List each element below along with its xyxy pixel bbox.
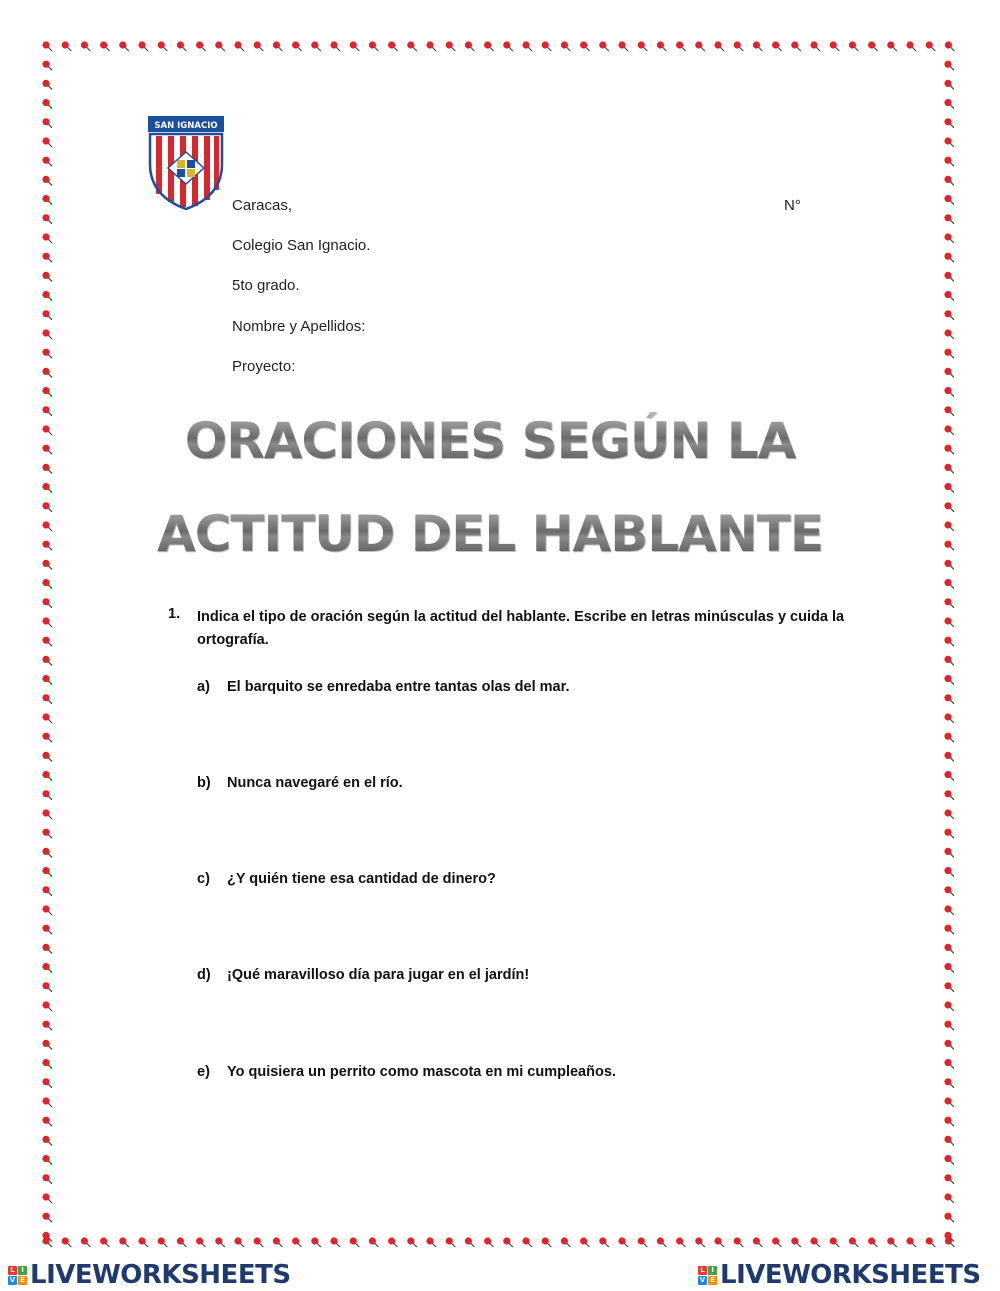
header-grade: 5to grado.: [232, 277, 300, 294]
border-pin: [42, 829, 52, 839]
border-pin: [42, 1213, 52, 1223]
border-pin: [100, 1237, 110, 1247]
border-pin: [62, 1237, 72, 1247]
border-pin: [944, 925, 954, 935]
border-pin: [234, 41, 244, 51]
border-pin: [138, 41, 148, 51]
border-pin: [695, 1237, 705, 1247]
border-pin: [42, 157, 52, 167]
border-pin: [42, 118, 52, 128]
border-pin: [292, 41, 302, 51]
border-pin: [676, 1237, 686, 1247]
border-pin: [503, 41, 513, 51]
border-pin: [657, 1237, 667, 1247]
border-pin: [944, 771, 954, 781]
border-pin: [42, 1059, 52, 1069]
border-pin: [42, 944, 52, 954]
border-pin: [868, 41, 878, 51]
item-sentence: Yo quisiera un perrito como mascota en mi cumpleaños.: [227, 1064, 616, 1080]
border-pin: [714, 41, 724, 51]
border-pin: [944, 1059, 954, 1069]
border-pin: [944, 694, 954, 704]
border-pin: [215, 1237, 225, 1247]
border-pin: [944, 157, 954, 167]
item-letter: c): [197, 871, 210, 887]
border-pin: [42, 1040, 52, 1050]
border-pin: [944, 80, 954, 90]
border-pin: [484, 1237, 494, 1247]
border-pin: [944, 1097, 954, 1107]
border-pin: [42, 733, 52, 743]
border-pin: [42, 272, 52, 282]
border-pin: [944, 905, 954, 915]
border-pin: [465, 1237, 475, 1247]
border-pin: [407, 41, 417, 51]
border-pin: [944, 176, 954, 186]
border-pin: [42, 1117, 52, 1127]
item-sentence: Nunca navegaré en el río.: [227, 775, 403, 791]
border-pin: [849, 41, 859, 51]
border-pin: [945, 1237, 955, 1247]
border-pin: [618, 41, 628, 51]
border-pin: [81, 41, 91, 51]
border-pin: [292, 1237, 302, 1247]
border-pin: [42, 1174, 52, 1184]
border-pin: [138, 1237, 148, 1247]
border-pin: [810, 1237, 820, 1247]
border-pin: [944, 675, 954, 685]
border-pin: [42, 790, 52, 800]
liveworksheets-logo-right: [698, 1260, 981, 1290]
border-pin: [944, 579, 954, 589]
border-pin: [350, 41, 360, 51]
border-pin: [62, 41, 72, 51]
worksheet-title-line-2: ACTITUD DEL HABLANTE: [0, 505, 980, 563]
border-pin: [945, 41, 955, 51]
border-pin: [944, 310, 954, 320]
border-pin: [234, 1237, 244, 1247]
border-pin: [944, 886, 954, 896]
item-sentence: ¡Qué maravilloso día para jugar en el jardín!: [227, 967, 530, 983]
border-pin: [734, 41, 744, 51]
border-pin: [42, 809, 52, 819]
border-pin: [42, 771, 52, 781]
border-pin: [42, 310, 52, 320]
border-pin: [42, 99, 52, 109]
border-pin: [446, 41, 456, 51]
border-pin: [944, 867, 954, 877]
border-pin: [944, 1213, 954, 1223]
liveworksheets-wordmark: LIVEWORKSHEETS: [720, 1260, 981, 1290]
border-pin: [42, 368, 52, 378]
border-pin: [42, 1136, 52, 1146]
border-pin: [369, 1237, 379, 1247]
border-pin: [599, 41, 609, 51]
border-pin: [944, 349, 954, 359]
border-pin: [158, 41, 168, 51]
border-pin: [868, 1237, 878, 1247]
border-pin: [561, 1237, 571, 1247]
border-pin: [599, 1237, 609, 1247]
border-pin: [407, 1237, 417, 1247]
header-project-label: Proyecto:: [232, 358, 296, 375]
border-pin: [944, 291, 954, 301]
border-pin: [944, 233, 954, 243]
border-pin: [944, 272, 954, 282]
header-school: Colegio San Ignacio.: [232, 237, 371, 254]
border-pin: [810, 41, 820, 51]
liveworksheets-bricks-icon: L I V E: [8, 1266, 27, 1285]
border-pin: [944, 637, 954, 647]
border-pin: [830, 41, 840, 51]
item-letter: e): [197, 1064, 210, 1080]
item-sentence: El barquito se enredaba entre tantas olas del mar.: [227, 679, 570, 695]
border-pin: [887, 41, 897, 51]
border-pin: [944, 195, 954, 205]
border-pin: [944, 118, 954, 128]
border-pin: [944, 61, 954, 71]
border-pin: [522, 41, 532, 51]
header-number-label: N°: [784, 197, 801, 214]
border-pin: [561, 41, 571, 51]
border-pin: [42, 1078, 52, 1088]
border-pin: [542, 1237, 552, 1247]
item-letter: b): [197, 775, 211, 791]
border-pin: [388, 1237, 398, 1247]
border-pin: [944, 1136, 954, 1146]
border-pin: [503, 1237, 513, 1247]
border-pin: [81, 1237, 91, 1247]
border-pin: [330, 41, 340, 51]
header-name-label: Nombre y Apellidos:: [232, 318, 366, 335]
sentence-item-c: [197, 871, 496, 887]
item-sentence: ¿Y quién tiene esa cantidad de dinero?: [227, 871, 496, 887]
sentence-item-d: [197, 967, 529, 983]
border-pin: [887, 1237, 897, 1247]
border-pin: [42, 752, 52, 762]
item-letter: a): [197, 679, 210, 695]
border-pin: [944, 214, 954, 224]
border-pin: [254, 1237, 264, 1247]
border-pin: [944, 848, 954, 858]
border-pin: [254, 41, 264, 51]
border-pin: [944, 1040, 954, 1050]
border-pin: [42, 349, 52, 359]
header-city-date: Caracas,: [232, 197, 293, 214]
border-pin: [944, 829, 954, 839]
border-pin: [42, 253, 52, 263]
border-pin: [657, 41, 667, 51]
border-pin: [177, 1237, 187, 1247]
border-pin: [196, 1237, 206, 1247]
border-pin: [944, 1232, 954, 1242]
border-pin: [944, 598, 954, 608]
border-pin: [944, 1001, 954, 1011]
border-pin: [944, 1155, 954, 1165]
border-pin: [369, 41, 379, 51]
liveworksheets-logo-left: [8, 1260, 291, 1290]
border-pin: [42, 195, 52, 205]
border-pin: [484, 41, 494, 51]
border-pin: [42, 387, 52, 397]
border-pin: [42, 1021, 52, 1031]
border-pin: [330, 1237, 340, 1247]
border-pin: [426, 41, 436, 51]
border-pin: [580, 41, 590, 51]
crest-text: SAN IGNACIO: [154, 121, 218, 131]
border-pin: [791, 41, 801, 51]
border-pin: [714, 1237, 724, 1247]
border-pin: [42, 41, 52, 51]
border-pin: [944, 387, 954, 397]
border-pin: [42, 61, 52, 71]
border-pin: [42, 886, 52, 896]
border-pin: [350, 1237, 360, 1247]
border-pin: [542, 41, 552, 51]
border-pin: [638, 41, 648, 51]
border-pin: [42, 1193, 52, 1203]
border-pin: [580, 1237, 590, 1247]
border-pin: [100, 41, 110, 51]
sentence-item-a: [197, 679, 569, 695]
border-pin: [926, 1237, 936, 1247]
border-pin: [734, 1237, 744, 1247]
border-pin: [944, 713, 954, 723]
border-pin: [42, 233, 52, 243]
border-pin: [926, 41, 936, 51]
border-pin: [42, 1155, 52, 1165]
border-pin: [906, 1237, 916, 1247]
border-pin: [42, 214, 52, 224]
border-pin: [944, 483, 954, 493]
border-pin: [42, 291, 52, 301]
border-pin: [196, 41, 206, 51]
border-pin: [944, 982, 954, 992]
border-pin: [273, 41, 283, 51]
border-pin: [944, 1174, 954, 1184]
border-pin: [42, 329, 52, 339]
border-pin: [944, 752, 954, 762]
border-pin: [944, 617, 954, 627]
border-pin: [42, 1097, 52, 1107]
border-pin: [42, 867, 52, 877]
border-pin: [119, 41, 129, 51]
sentence-item-b: [197, 775, 403, 791]
border-pin: [944, 1117, 954, 1127]
sentence-item-e: [197, 1064, 616, 1080]
border-pin: [42, 1001, 52, 1011]
border-pin: [944, 329, 954, 339]
border-pin: [42, 905, 52, 915]
border-pin: [830, 1237, 840, 1247]
border-pin: [753, 1237, 763, 1247]
border-pin: [42, 1232, 52, 1242]
border-pin: [944, 963, 954, 973]
border-pin: [426, 1237, 436, 1247]
border-pin: [944, 137, 954, 147]
border-pin: [215, 41, 225, 51]
border-pin: [944, 733, 954, 743]
border-pin: [849, 1237, 859, 1247]
border-pin: [42, 848, 52, 858]
border-pin: [42, 656, 52, 666]
border-pin: [676, 41, 686, 51]
worksheet-title-line-1: ORACIONES SEGÚN LA: [0, 412, 980, 470]
border-pin: [42, 963, 52, 973]
border-pin: [944, 99, 954, 109]
border-pin: [42, 617, 52, 627]
border-pin: [944, 1021, 954, 1031]
border-pin: [695, 41, 705, 51]
border-pin: [42, 675, 52, 685]
border-pin: [944, 253, 954, 263]
border-pin: [791, 1237, 801, 1247]
border-pin: [944, 1078, 954, 1088]
border-pin: [42, 137, 52, 147]
border-pin: [944, 944, 954, 954]
border-pin: [465, 41, 475, 51]
border-pin: [944, 656, 954, 666]
border-pin: [42, 1237, 52, 1247]
border-pin: [522, 1237, 532, 1247]
item-letter: d): [197, 967, 211, 983]
border-pin: [42, 925, 52, 935]
liveworksheets-bricks-icon: L I V E: [698, 1266, 717, 1285]
border-pin: [42, 982, 52, 992]
border-pin: [42, 579, 52, 589]
border-pin: [42, 694, 52, 704]
border-pin: [42, 80, 52, 90]
border-pin: [42, 713, 52, 723]
border-pin: [42, 176, 52, 186]
border-pin: [772, 41, 782, 51]
liveworksheets-wordmark: LIVEWORKSHEETS: [30, 1260, 291, 1290]
border-pin: [944, 1193, 954, 1203]
border-pin: [311, 41, 321, 51]
border-pin: [944, 368, 954, 378]
border-pin: [944, 790, 954, 800]
question-instructions: Indica el tipo de oración según la actitud del hablante. Escribe en letras minúsculas y cuida la ortografía.: [197, 609, 845, 648]
border-pin: [446, 1237, 456, 1247]
border-pin: [119, 1237, 129, 1247]
border-pin: [388, 41, 398, 51]
border-pin: [273, 1237, 283, 1247]
school-crest-logo: [148, 116, 224, 210]
border-pin: [42, 598, 52, 608]
border-pin: [311, 1237, 321, 1247]
border-pin: [944, 809, 954, 819]
border-pin: [906, 41, 916, 51]
border-pin: [638, 1237, 648, 1247]
border-pin: [772, 1237, 782, 1247]
border-pin: [618, 1237, 628, 1247]
border-pin: [158, 1237, 168, 1247]
border-pin: [753, 41, 763, 51]
border-pin: [177, 41, 187, 51]
border-pin: [42, 637, 52, 647]
question-number: 1.: [168, 606, 181, 622]
border-pin: [42, 483, 52, 493]
